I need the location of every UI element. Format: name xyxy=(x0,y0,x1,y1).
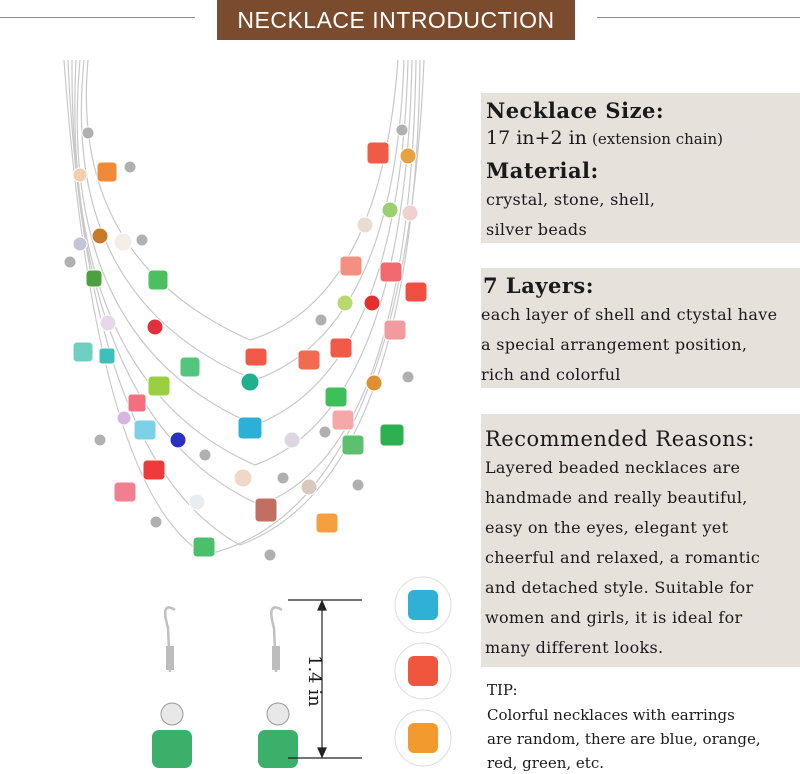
layers-line-3: rich and colorful xyxy=(481,365,621,384)
orange-bead-swatch xyxy=(408,723,438,753)
tip-line: red, green, etc. xyxy=(487,754,604,772)
material-heading: Material: xyxy=(486,158,599,183)
measure-bracket xyxy=(288,600,362,758)
reasons-line: and detached style. Suitable for xyxy=(485,578,754,597)
size-heading: Necklace Size: xyxy=(486,98,665,123)
tip-line: Colorful necklaces with earrings xyxy=(487,706,735,724)
earring-left xyxy=(152,607,192,768)
tip-label: TIP: xyxy=(487,681,518,699)
reasons-line: Layered beaded necklaces are xyxy=(485,458,741,477)
layers-line-1: each layer of shell and ctystal have xyxy=(481,305,778,324)
earring-length-label: 1.4 in xyxy=(304,655,325,707)
reasons-panel xyxy=(481,414,800,667)
earring-right xyxy=(258,607,298,768)
size-note: (extension chain) xyxy=(592,130,724,148)
reasons-line: women and girls, it is ideal for xyxy=(485,608,743,627)
layers-line-2: a special arrangement position, xyxy=(481,335,748,354)
reasons-heading: Recommended Reasons: xyxy=(485,427,755,451)
color-swatches xyxy=(395,577,451,766)
material-line-1: crystal, stone, shell, xyxy=(486,190,656,209)
reasons-line: many different looks. xyxy=(485,638,664,657)
size-value: 17 in+2 in xyxy=(486,127,587,149)
red-bead-swatch xyxy=(408,656,438,686)
reasons-line: cheerful and relaxed, a romantic xyxy=(485,548,761,567)
reasons-line: easy on the eyes, elegant yet xyxy=(485,518,729,537)
material-line-2: silver beads xyxy=(486,220,587,239)
tip-line: are random, there are blue, orange, xyxy=(487,730,761,748)
page-title: NECKLACE INTRODUCTION xyxy=(237,6,555,33)
size-value-row xyxy=(486,127,723,149)
reasons-line: handmade and really beautiful, xyxy=(485,488,748,507)
blue-bead-swatch xyxy=(408,590,438,620)
layers-heading: 7 Layers: xyxy=(483,273,594,298)
